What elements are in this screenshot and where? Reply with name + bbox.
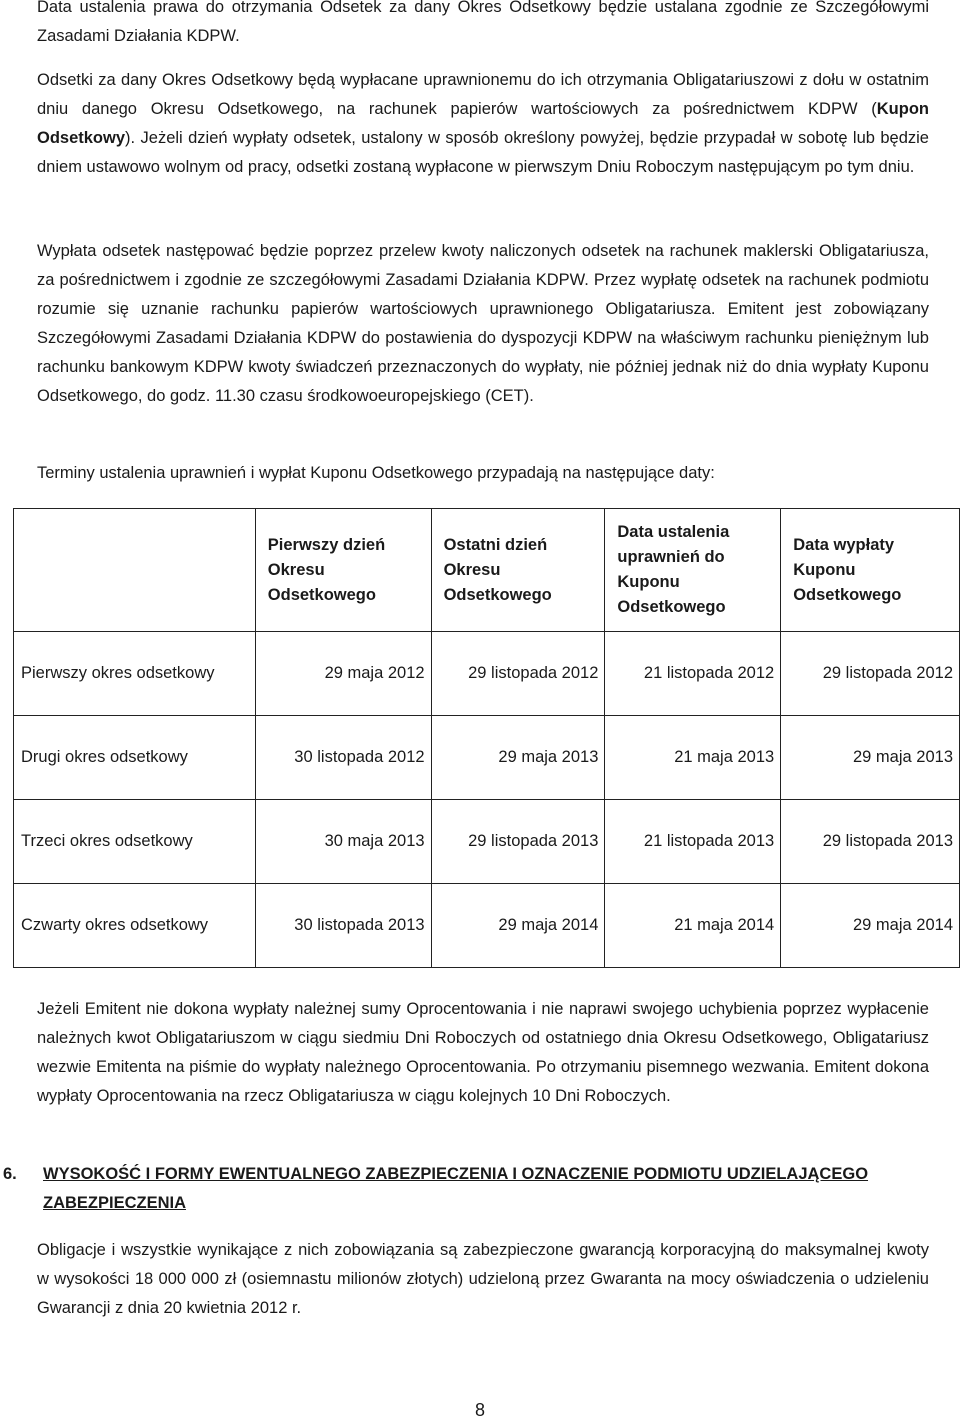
section-title: WYSOKOŚĆ I FORMY EWENTUALNEGO ZABEZPIECZENIA I OZNACZENIE PODMIOTU UDZIELAJĄCEGO ZABEZPIECZENIA	[43, 1165, 869, 1212]
section-heading	[3, 1160, 929, 1218]
table-cell: 30 listopada 2013	[255, 884, 431, 968]
table-cell: 21 listopada 2013	[605, 800, 781, 884]
table-header-cell: Ostatni dzień Okresu Odsetkowego	[431, 509, 605, 632]
table-cell: 21 maja 2013	[605, 716, 781, 800]
paragraph-default: Jeżeli Emitent nie dokona wypłaty należnej sumy Oprocentowania i nie naprawi swojego uchybienia poprzez wypłacenie należnych kwot Obligatariuszom w ciągu siedmiu Dni Roboczych od ostatniego dnia Okresu Odsetkowego, Obligatariusz wezwie Emitenta na piśmie do wypłaty należnego Oprocentowania. Po otrzymaniu pisemnego wezwania. Emitent dokona wypłaty Oprocentowania na rzecz Obligatariusza w ciągu kolejnych 10 Dni Roboczych.	[37, 1000, 929, 1105]
paragraph-text: ). Jeżeli dzień wypłaty odsetek, ustalony w sposób określony powyżej, będzie przypadał w sobotę lub będzie dniem ustawowo wolnym od pracy, odsetki zostaną wypłacone w pierwszym Dniu Roboczym następującym po tym dniu.	[37, 129, 929, 176]
table-cell: 29 maja 2013	[781, 716, 960, 800]
table-row	[14, 716, 960, 800]
table-row	[14, 632, 960, 716]
paragraph-schedule-intro: Terminy ustalenia uprawnień i wypłat Kuponu Odsetkowego przypadają na następujące daty:	[37, 464, 715, 482]
table-cell: 29 listopada 2012	[431, 632, 605, 716]
table-header-cell: Data ustalenia uprawnień do Kuponu Odsetkowego	[605, 509, 781, 632]
section-number: 6.	[3, 1165, 17, 1183]
table-header-cell: Data wypłaty Kuponu Odsetkowego	[781, 509, 960, 632]
table-cell: 29 maja 2012	[255, 632, 431, 716]
table-cell: 29 maja 2014	[431, 884, 605, 968]
table-cell: 29 maja 2013	[431, 716, 605, 800]
paragraph-interest-payment	[37, 66, 929, 182]
paragraph-guarantee: Obligacje i wszystkie wynikające z nich zobowiązania są zabezpieczone gwarancją korporacyjną do maksymalnej kwoty w wysokości 18 000 000 zł (osiemnastu milionów złotych) udzieloną przez Gwaranta na mocy oświadczenia o udzieleniu Gwarancji z dnia 20 kwietnia 2012 r.	[37, 1241, 929, 1317]
coupon-term: Kupon Odsetkowy	[37, 100, 929, 147]
interest-schedule-table	[13, 508, 960, 968]
table-header-cell: Pierwszy dzień Okresu Odsetkowego	[255, 509, 431, 632]
table-cell: 29 maja 2014	[781, 884, 960, 968]
table-cell: 29 listopada 2013	[431, 800, 605, 884]
table-cell: Trzeci okres odsetkowy	[14, 800, 256, 884]
table-cell: 21 listopada 2012	[605, 632, 781, 716]
table-cell: 21 maja 2014	[605, 884, 781, 968]
table-cell: Czwarty okres odsetkowy	[14, 884, 256, 968]
table-cell: 29 listopada 2012	[781, 632, 960, 716]
page-number: 8	[474, 1400, 485, 1420]
table-cell: Pierwszy okres odsetkowy	[14, 632, 256, 716]
table-cell: Drugi okres odsetkowy	[14, 716, 256, 800]
table-cell: 30 listopada 2012	[255, 716, 431, 800]
table-header-row	[14, 509, 960, 632]
table-cell: 29 listopada 2013	[781, 800, 960, 884]
table-cell: 30 maja 2013	[255, 800, 431, 884]
table-header-cell	[14, 509, 256, 632]
table-row	[14, 800, 960, 884]
table-row	[14, 884, 960, 968]
paragraph-payment-method: Wypłata odsetek następować będzie poprzez przelew kwoty naliczonych odsetek na rachunek maklerski Obligatariusza, za pośrednictwem i zgodnie ze szczegółowymi Zasadami Działania KDPW. Przez wypłatę odsetek na rachunek podmiotu rozumie się uznanie rachunku papierów wartościowych uprawnionego Obligatariusza. Emitent jest zobowiązany Szczegółowymi Zasadami Działania KDPW do postawienia do dyspozycji KDPW na właściwym rachunku pieniężnym lub rachunku bankowym KDPW kwoty świadczeń przeznaczonych do wypłaty, nie później jednak niż do dnia wypłaty Kuponu Odsetkowego, do godz. 11.30 czasu środkowoeuropejskiego (CET).	[37, 242, 929, 405]
paragraph-text: Odsetki za dany Okres Odsetkowy będą wypłacane uprawnionemu do ich otrzymania Obligatariuszowi z dołu w ostatnim dniu danego Okresu Odsetkowego, na rachunek papierów wartościowych za pośrednictwem KDPW (	[37, 71, 929, 118]
paragraph-record-date: Data ustalenia prawa do otrzymania Odsetek za dany Okres Odsetkowy będzie ustalana zgodnie ze Szczegółowymi Zasadami Działania KDPW.	[37, 0, 929, 45]
